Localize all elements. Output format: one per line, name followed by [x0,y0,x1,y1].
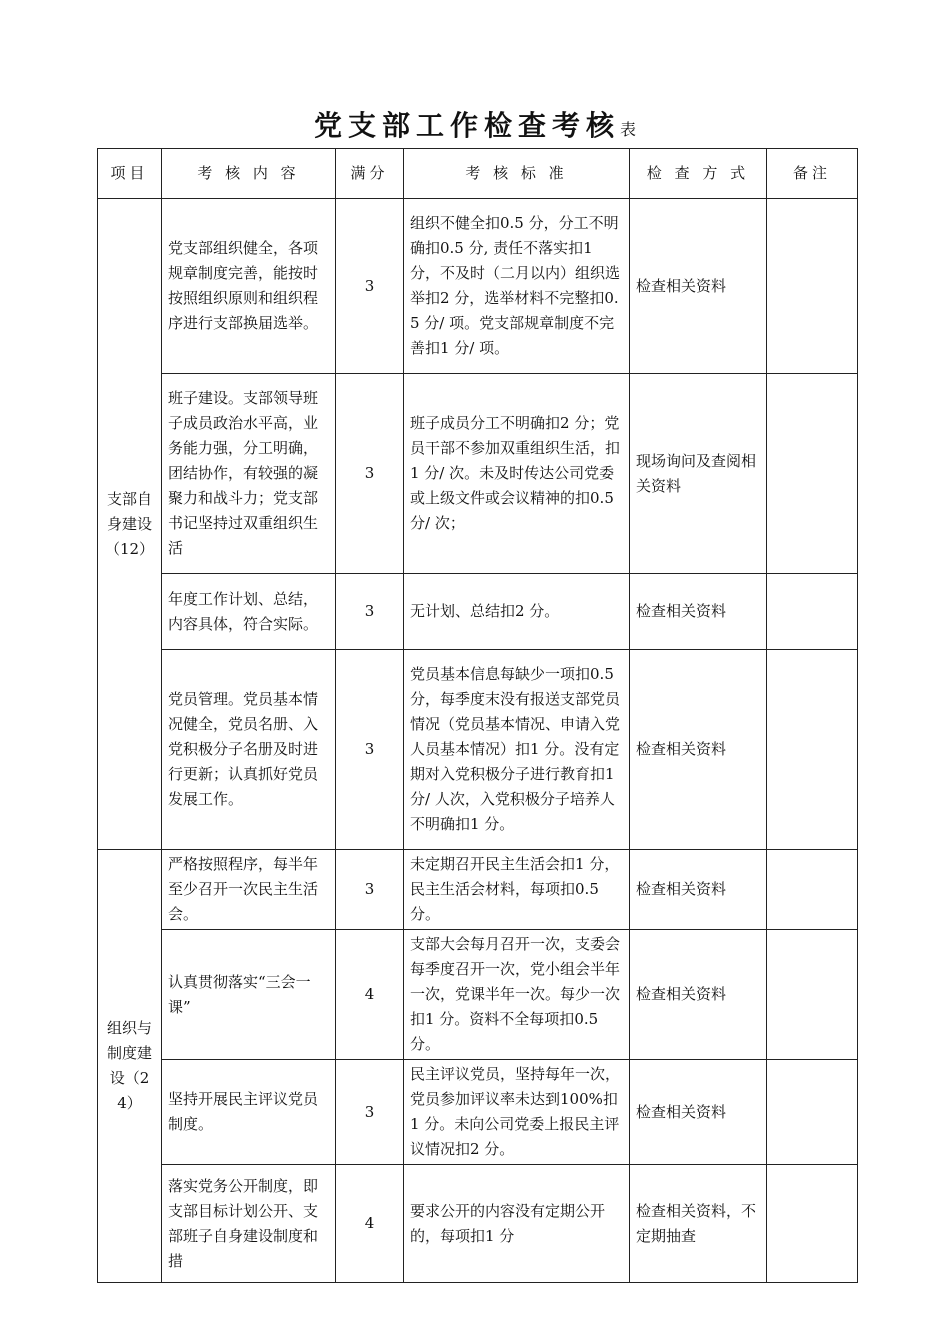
row-method: 检查相关资料 [630,650,767,850]
row-score: 3 [336,574,404,650]
row-standard: 班子成员分工不明确扣2 分；党员干部不参加双重组织生活，扣1 分/ 次。未及时传达公司党委或上级文件或会议精神的扣0.5 分/ 次； [404,374,630,574]
row-standard: 未定期召开民主生活会扣1 分，民主生活会材料，每项扣0.5 分。 [404,850,630,930]
header-row [98,149,858,199]
assessment-table [97,148,858,1283]
row-method: 检查相关资料 [630,1060,767,1165]
title-main: 党支部工作检查考核 [313,109,620,142]
header-method: 检 查 方 式 [630,149,767,199]
table-row [98,1060,858,1165]
header-project: 项目 [98,149,162,199]
row-standard: 组织不健全扣0.5 分，分工不明确扣0.5 分, 责任不落实扣1 分，不及时（二月以内）组织选举扣2 分，选举材料不完整扣0.5 分/ 项。党支部规章制度不完善扣1 分/ 项。 [404,199,630,374]
row-standard: 党员基本信息每缺少一项扣0.5 分，每季度末没有报送支部党员情况（党员基本情况、申请入党人员基本情况）扣1 分。没有定期对入党积极分子进行教育扣1 分/ 人次，入党积极分子培养人不明确扣1 分。 [404,650,630,850]
table-row [98,574,858,650]
row-score: 3 [336,650,404,850]
row-content: 班子建设。支部领导班子成员政治水平高，业务能力强，分工明确，团结协作，有较强的凝聚力和战斗力；党支部书记坚持过双重组织生活 [162,374,336,574]
row-note [767,850,858,930]
row-note [767,374,858,574]
table-row [98,1165,858,1283]
row-method: 检查相关资料 [630,199,767,374]
row-score: 4 [336,930,404,1060]
row-score: 3 [336,1060,404,1165]
row-score: 3 [336,199,404,374]
row-method: 检查相关资料，不定期抽查 [630,1165,767,1283]
row-content: 党员管理。党员基本情况健全，党员名册、入党积极分子名册及时进行更新；认真抓好党员发展工作。 [162,650,336,850]
row-content: 落实党务公开制度，即支部目标计划公开、支部班子自身建设制度和措 [162,1165,336,1283]
row-method: 检查相关资料 [630,574,767,650]
row-note [767,199,858,374]
row-note [767,1165,858,1283]
row-standard: 无计划、总结扣2 分。 [404,574,630,650]
row-method: 检查相关资料 [630,850,767,930]
row-content: 严格按照程序，每半年至少召开一次民主生活会。 [162,850,336,930]
table-row [98,850,858,930]
row-content: 年度工作计划、总结，内容具体，符合实际。 [162,574,336,650]
table-row [98,930,858,1060]
row-content: 认真贯彻落实“三会一课” [162,930,336,1060]
row-note [767,930,858,1060]
row-standard: 支部大会每月召开一次，支委会每季度召开一次，党小组会半年一次，党课半年一次。每少一次扣1 分。资料不全每项扣0.5 分。 [404,930,630,1060]
table-row [98,199,858,374]
row-standard: 民主评议党员，坚持每年一次，党员参加评议率未达到100%扣1 分。未向公司党委上报民主评议情况扣2 分。 [404,1060,630,1165]
header-score: 满分 [336,149,404,199]
row-standard: 要求公开的内容没有定期公开的，每项扣1 分 [404,1165,630,1283]
title-suffix: 表 [620,120,637,139]
group-label: 支部自身建设（12） [98,199,162,850]
row-note [767,650,858,850]
group-label: 组织与制度建设（24） [98,850,162,1283]
header-content: 考 核 内 容 [162,149,336,199]
row-note [767,1060,858,1165]
row-method: 现场询问及查阅相关资料 [630,374,767,574]
header-note: 备注 [767,149,858,199]
row-score: 4 [336,1165,404,1283]
row-method: 检查相关资料 [630,930,767,1060]
row-content: 党支部组织健全，各项规章制度完善，能按时按照组织原则和组织程序进行支部换届选举。 [162,199,336,374]
row-score: 3 [336,374,404,574]
table-row [98,374,858,574]
table-row [98,650,858,850]
row-content: 坚持开展民主评议党员制度。 [162,1060,336,1165]
document-title [0,104,950,144]
row-note [767,574,858,650]
row-score: 3 [336,850,404,930]
header-standard: 考 核 标 准 [404,149,630,199]
